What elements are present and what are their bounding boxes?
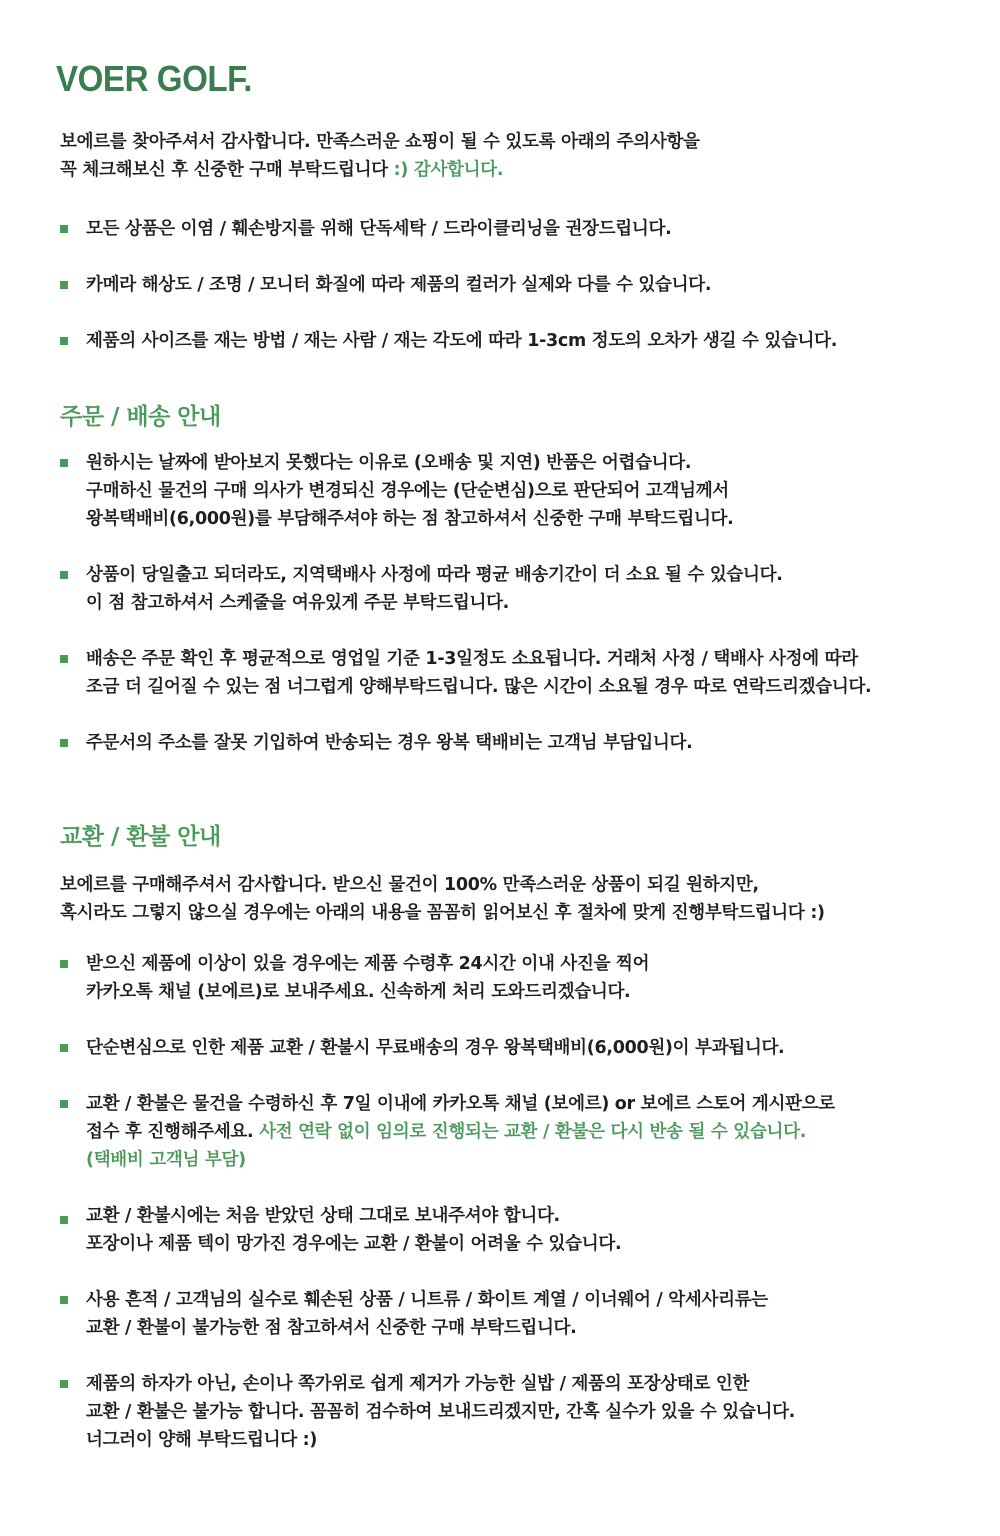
list-item [60, 449, 960, 533]
exchange-warning: 사전 연락 없이 임의로 진행되는 교환 / 환불은 다시 반송 될 수 있습니다. [259, 1122, 807, 1142]
shipping-item-1-line-3: 왕복택배비(6,000원)를 부담해주셔야 하는 점 참고하셔서 신중한 구매 부탁드립니다. [86, 509, 734, 529]
exchange-item-3-line-3: (택배비 고객님 부담) [86, 1150, 246, 1170]
exchange-item-6-line-2: 교환 / 환불은 불가능 합니다. 꼼꼼히 검수하여 보내드리겠지만, 간혹 실수가 있을 수 있습니다. [86, 1402, 796, 1422]
bullet-icon [60, 571, 68, 579]
list-item [60, 1090, 960, 1174]
exchange-item-1-line-2: 카카오톡 채널 (보에르)로 보내주세요. 신속하게 처리 도와드리겠습니다. [86, 982, 631, 1002]
exchange-item-2-line-1: 단순변심으로 인한 제품 교환 / 환불시 무료배송의 경우 왕복택배비(6,000원)이 부과됩니다. [86, 1038, 785, 1058]
intro-line-2 [60, 156, 960, 184]
list-item [60, 645, 960, 701]
list-item [60, 1202, 960, 1258]
bullet-icon [60, 459, 68, 467]
list-item [60, 1286, 960, 1342]
shipping-item-1-line-2: 구매하신 물건의 구매 의사가 변경되신 경우에는 (단순변심)으로 판단되어 고객님께서 [86, 481, 729, 501]
exchange-item-4-line-1: 교환 / 환불시에는 처음 받았던 상태 그대로 보내주셔야 합니다. [86, 1206, 560, 1226]
shipping-item-2-line-1: 상품이 당일출고 되더라도, 지역택배사 사정에 따라 평균 배송기간이 더 소요 될 수 있습니다. [86, 565, 783, 585]
shipping-item-2-line-2: 이 점 참고하셔서 스케줄을 여유있게 주문 부탁드립니다. [86, 593, 510, 613]
intro-thanks: :) 감사합니다. [393, 160, 504, 180]
exchange-item-4-line-2: 포장이나 제품 텍이 망가진 경우에는 교환 / 환불이 어려울 수 있습니다. [86, 1234, 622, 1254]
exchange-item-3-line-2-plain: 접수 후 진행해주세요. [86, 1122, 260, 1142]
intro-text [60, 128, 960, 184]
exchange-item-6-line-1: 제품의 하자가 아닌, 손이나 쪽가위로 쉽게 제거가 가능한 실밥 / 제품의 포장상태로 인한 [86, 1374, 750, 1394]
intro-line-1: 보에르를 찾아주셔서 감사합니다. 만족스러운 쇼핑이 될 수 있도록 아래의 주의사항을 [60, 132, 700, 152]
bullet-icon [60, 1216, 68, 1224]
exchange-item-6-line-3: 너그러이 양해 부탁드립니다 :) [86, 1430, 318, 1450]
list-item [60, 215, 960, 243]
intro-line-2-plain: 꼭 체크해보신 후 신중한 구매 부탁드립니다 [60, 160, 394, 180]
notice-text: 제품의 사이즈를 재는 방법 / 재는 사람 / 재는 각도에 따라 1-3cm 정도의 오차가 생길 수 있습니다. [86, 331, 838, 351]
exchange-item-1-line-1: 받으신 제품에 이상이 있을 경우에는 제품 수령후 24시간 이내 사진을 찍어 [86, 954, 650, 974]
list-item [60, 1370, 960, 1454]
bullet-icon [60, 1380, 68, 1388]
shipping-item-3-line-2: 조금 더 길어질 수 있는 점 너그럽게 양해부탁드립니다. 많은 시간이 소요될 경우 따로 연락드리겠습니다. [86, 677, 872, 697]
exchange-item-5-line-2: 교환 / 환불이 불가능한 점 참고하셔서 신중한 구매 부탁드립니다. [86, 1318, 577, 1338]
exchange-heading: 교환 / 환불 안내 [60, 824, 221, 850]
brand-logo: VOER GOLF. [56, 58, 252, 99]
notice-text: 모든 상품은 이염 / 훼손방지를 위해 단독세탁 / 드라이클리닝을 권장드립니다. [86, 219, 672, 239]
exchange-intro-line-2: 혹시라도 그렇지 않으실 경우에는 아래의 내용을 꼼꼼히 읽어보신 후 절차에 맞게 진행부탁드립니다 :) [60, 903, 825, 923]
exchange-item-5-line-1: 사용 흔적 / 고객님의 실수로 훼손된 상품 / 니트류 / 화이트 계열 / 이너웨어 / 악세사리류는 [86, 1290, 768, 1310]
bullet-icon [60, 225, 68, 233]
bullet-icon [60, 1296, 68, 1304]
bullet-icon [60, 281, 68, 289]
list-item [60, 729, 960, 757]
shipping-heading: 주문 / 배송 안내 [60, 404, 221, 430]
exchange-item-3-line-2 [86, 1118, 960, 1146]
bullet-icon [60, 960, 68, 968]
exchange-item-3-line-1: 교환 / 환불은 물건을 수령하신 후 7일 이내에 카카오톡 채널 (보에르) or 보에르 스토어 게시판으로 [86, 1094, 835, 1114]
bullet-icon [60, 739, 68, 747]
list-item [60, 327, 960, 355]
list-item [60, 1034, 960, 1062]
shipping-item-4-line-1: 주문서의 주소를 잘못 기입하여 반송되는 경우 왕복 택배비는 고객님 부담입니다. [86, 733, 693, 753]
notice-text: 카메라 해상도 / 조명 / 모니터 화질에 따라 제품의 컬러가 실제와 다를 수 있습니다. [86, 275, 712, 295]
bullet-icon [60, 655, 68, 663]
list-item [60, 561, 960, 617]
shipping-item-3-line-1: 배송은 주문 확인 후 평균적으로 영업일 기준 1-3일정도 소요됩니다. 거래처 사정 / 택배사 사정에 따라 [86, 649, 858, 669]
shipping-item-1-line-1: 원하시는 날짜에 받아보지 못했다는 이유로 (오배송 및 지연) 반품은 어렵습니다. [86, 453, 692, 473]
bullet-icon [60, 1100, 68, 1108]
exchange-intro [60, 871, 960, 927]
bullet-icon [60, 1044, 68, 1052]
bullet-icon [60, 337, 68, 345]
exchange-intro-line-1: 보에르를 구매해주셔서 감사합니다. 받으신 물건이 100% 만족스러운 상품이 되길 원하지만, [60, 875, 759, 895]
list-item [60, 271, 960, 299]
list-item [60, 950, 960, 1006]
